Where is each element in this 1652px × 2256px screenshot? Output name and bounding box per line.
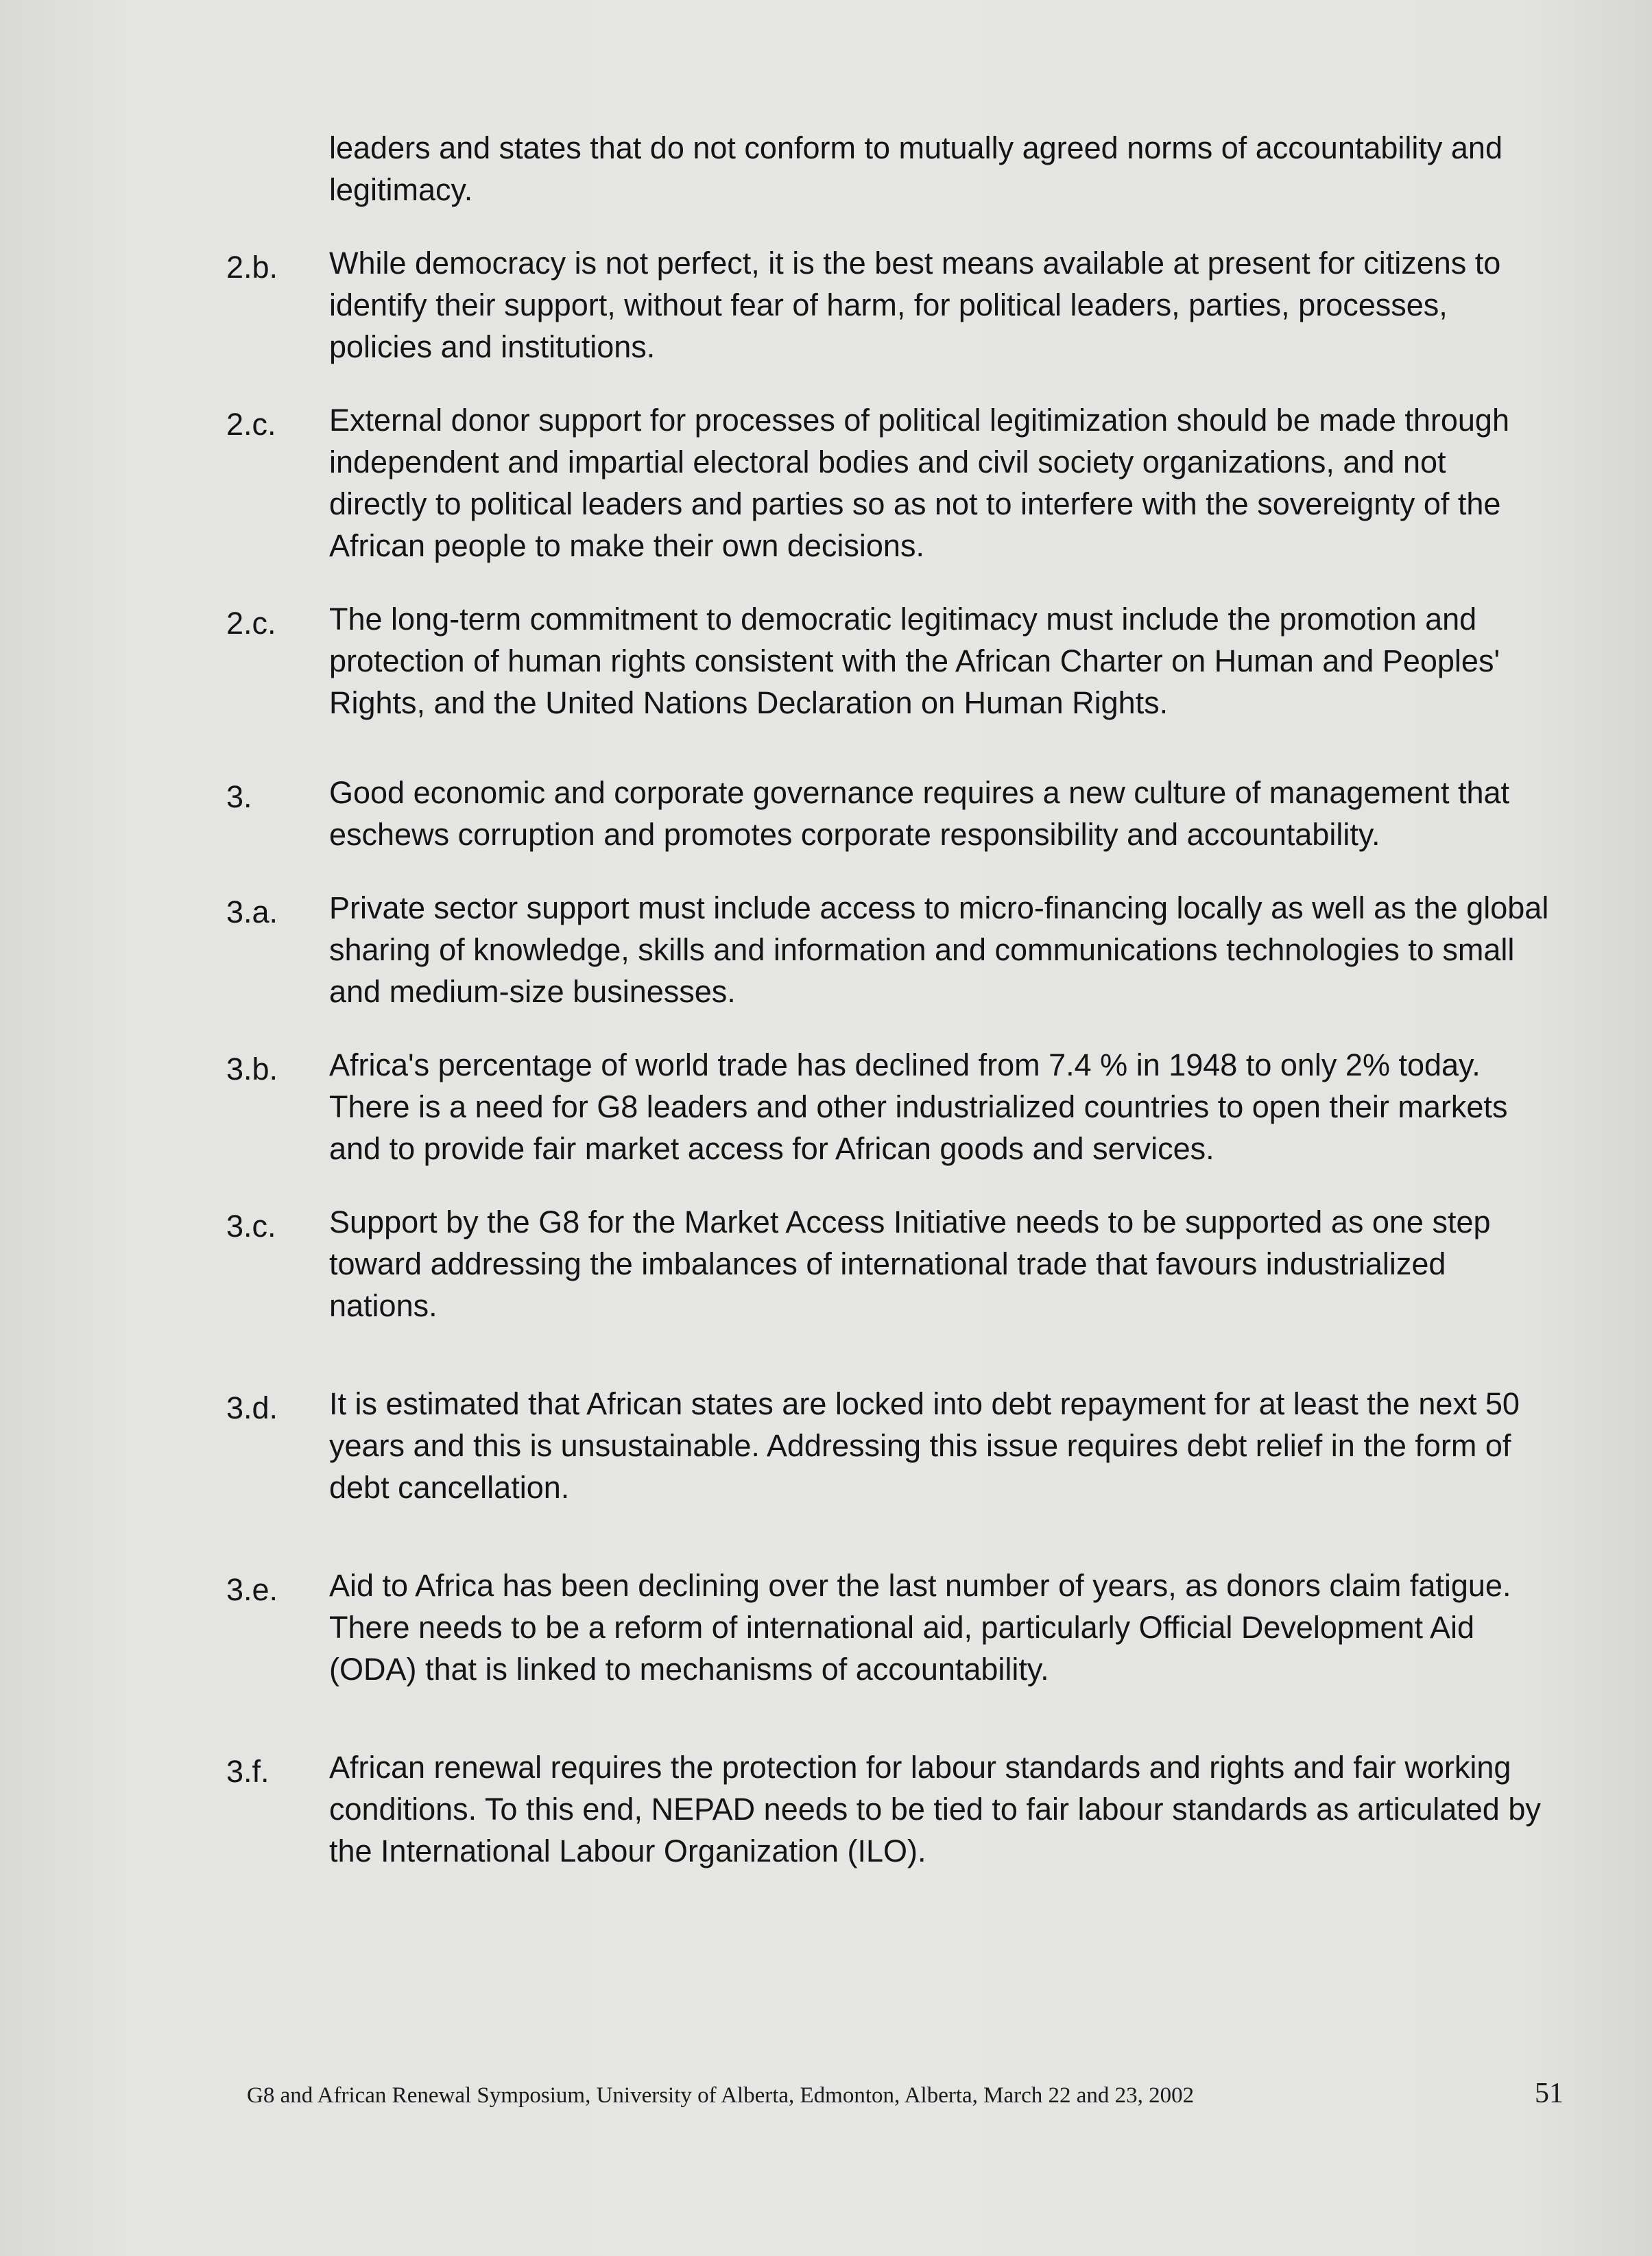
- list-item-3a: [226, 887, 1550, 1012]
- list-item-3f: [226, 1746, 1550, 1872]
- item-number: 2.b.: [226, 250, 278, 285]
- item-text: Africa's percentage of world trade has declined from 7.4 % in 1948 to only 2% today. There is a need for G8 leaders and other industrialized countries to open their markets and to provide fair market access for African goods and services.: [329, 1047, 1508, 1166]
- item-text: Support by the G8 for the Market Access Initiative needs to be supported as one step toward addressing the imbalances of international trade that favours industrialized nations.: [329, 1204, 1491, 1323]
- item-number: 2.c.: [226, 606, 276, 641]
- page-footer: [247, 2077, 1564, 2110]
- list-item-2b: [226, 242, 1550, 368]
- item-text: African renewal requires the protection for labour standards and rights and fair working conditions. To this end, NEPAD needs to be tied to fair labour standards as articulated by the International Labour Organization (ILO).: [329, 1750, 1541, 1868]
- footer-citation: G8 and African Renewal Symposium, University of Alberta, Edmonton, Alberta, March 22 and 23, 2002: [247, 2083, 1195, 2108]
- item-text: The long-term commitment to democratic legitimacy must include the promotion and protection of human rights consistent with the African Charter on Human and Peoples' Rights, and the United Nations Declaration on Human Rights.: [329, 602, 1500, 720]
- item-number: 3.e.: [226, 1572, 278, 1607]
- list-item-3d: [226, 1383, 1550, 1508]
- list-item-3e: [226, 1565, 1550, 1690]
- item-number: 2.c.: [226, 407, 276, 442]
- item-number: 3.a.: [226, 894, 278, 929]
- item-number: 3.d.: [226, 1390, 278, 1425]
- item-text: It is estimated that African states are locked into debt repayment for at least the next 50 years and this is unsustainable. Addressing this issue requires debt relief in the form of debt cancellation.: [329, 1386, 1520, 1505]
- list-item-2c-second: [226, 598, 1550, 724]
- list-item-3b: [226, 1044, 1550, 1169]
- document-body: [226, 127, 1550, 1903]
- item-text: External donor support for processes of political legitimization should be made through independent and impartial electoral bodies and civil society organizations, and not directly to political leaders and parties so as not to interfere with the sovereignty of the African people to make their own decisions.: [329, 403, 1509, 563]
- item-text: Aid to Africa has been declining over the last number of years, as donors claim fatigue. There needs to be a reform of international aid, particularly Official Development Aid (ODA) that is linked to mechanisms of accountability.: [329, 1568, 1511, 1687]
- item-number: 3.f.: [226, 1754, 270, 1789]
- item-number: 3.: [226, 779, 252, 814]
- item-text: Private sector support must include access to micro-financing locally as well as the global sharing of knowledge, skills and information and communications technologies to small and medium-size businesses.: [329, 890, 1549, 1009]
- item-text: Good economic and corporate governance requires a new culture of management that eschews corruption and promotes corporate responsibility and accountability.: [329, 775, 1510, 852]
- list-item-3: [226, 772, 1550, 855]
- item-number: 3.c.: [226, 1209, 276, 1244]
- item-number: 3.b.: [226, 1052, 278, 1087]
- item-text: While democracy is not perfect, it is the best means available at present for citizens to identify their support, without fear of harm, for political leaders, parties, processes, policies and institutions.: [329, 246, 1501, 364]
- continuation-paragraph: leaders and states that do not conform to mutually agreed norms of accountability and legitimacy.: [329, 130, 1503, 207]
- list-item-2c-first: [226, 399, 1550, 567]
- page-number: 51: [1535, 2078, 1564, 2109]
- list-item-3c: [226, 1201, 1550, 1327]
